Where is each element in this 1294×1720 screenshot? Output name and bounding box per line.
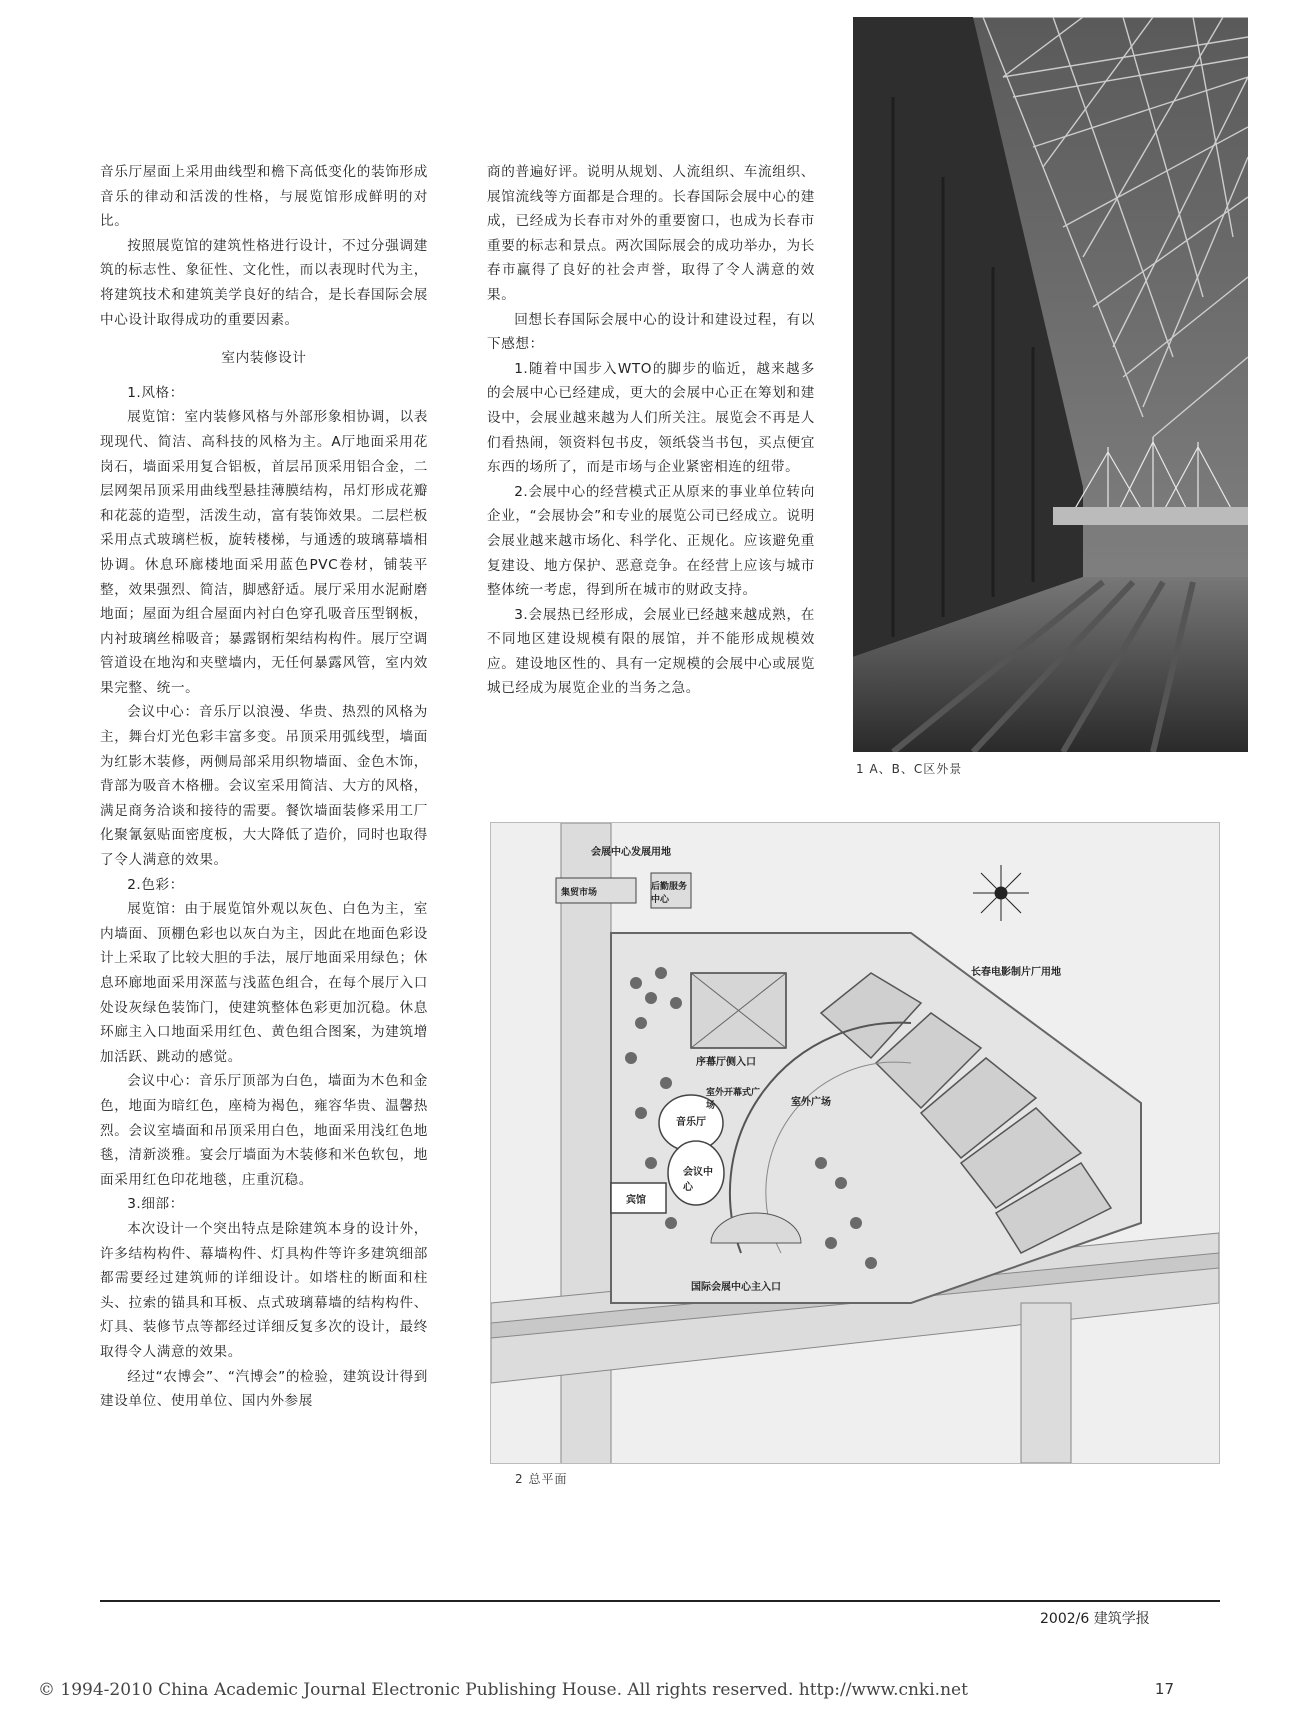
paragraph: 展览馆：由于展览馆外观以灰色、白色为主，室内墙面、顶棚色彩也以灰白为主，因此在地面色彩设计上采取了比较大胆的手法，展厅地面采用绿色；休息环廊地面采用深蓝与浅蓝色组合，在每个展厅入口处设灰绿色装饰门，使建筑整体色彩更加沉稳。休息环廊主入口地面采用红色、黄色组合图案，为建筑增加活跃、跳动的感觉。 — [100, 901, 428, 1065]
site-plan — [490, 822, 1220, 1464]
footer-rule — [100, 1600, 1220, 1602]
figure-2-caption: 2 总平面 — [515, 1472, 568, 1486]
plan-label-conference: 会议中心 — [683, 1167, 713, 1193]
subsection-label: 3.细部： — [127, 1196, 184, 1213]
paragraph: 2.会展中心的经营模式正从原来的事业单位转向企业，“会展协会”和专业的展览公司已经成立。说明会展业越来越市场化、科学化、正规化。应该避免重复建设、地方保护、恶意竞争。在经营上应该与城市整体统一考虑，得到所在城市的财政支持。 — [487, 483, 815, 599]
paragraph: 会议中心：音乐厅以浪漫、华贵、热烈的风格为主，舞台灯光色彩丰富多变。吊顶采用弧线型，墙面为红影木装修，两侧局部采用织物墙面、金色木饰，背部为吸音木格栅。会议室采用简洁、大方的风格，满足商务洽谈和接待的需要。餐饮墙面装修采用工厂化聚氰氨贴面密度板，大大降低了造价，同时也取得了令人满意的效果。 — [100, 704, 428, 869]
subsection-label: 2.色彩： — [127, 876, 184, 893]
plan-label-music-hall: 音乐厅 — [676, 1117, 706, 1128]
article-column-left — [100, 160, 428, 1414]
plan-label-market: 集贸市场 — [561, 888, 598, 898]
plan-label-outdoor-plaza: 室外广场 — [791, 1097, 831, 1108]
exterior-photo — [853, 17, 1248, 752]
site-plan-drawing — [491, 823, 1219, 1463]
plan-label-entrance-hall: 序幕厅侧入口 — [696, 1057, 756, 1068]
paragraph: 按照展览馆的建筑性格进行设计，不过分强调建筑的标志性、象征性、文化性，而以表现时代为主，将建筑技术和建筑美学良好的结合，是长春国际会展中心设计取得成功的重要因素。 — [100, 237, 428, 328]
paragraph: 3.会展热已经形成，会展业已经越来越成熟，在不同地区建设规模有限的展馆，并不能形成规模效应。建设地区性的、具有一定规模的会展中心或展览城已经成为展览企业的当务之急。 — [487, 606, 815, 697]
journal-issue: 2002/6 建筑学报 — [1040, 1611, 1150, 1627]
plan-label-main-entrance: 国际会展中心主入口 — [691, 1282, 781, 1293]
paragraph: 会议中心：音乐厅顶部为白色，墙面为木色和金色，地面为暗红色，座椅为褐色，雍容华贵、温馨热烈。会议室墙面和吊顶采用白色，地面采用浅红色地毯，清新淡雅。宴会厅墙面为木装修和米色软包，地面采用红色印花地毯，庄重沉稳。 — [100, 1073, 428, 1188]
plan-label-film-studio: 长春电影制片厂用地 — [971, 967, 1061, 978]
figure-1-caption: 1 A、B、C区外景 — [856, 762, 963, 776]
article-column-middle — [487, 160, 815, 701]
copyright-line: © 1994-2010 China Academic Journal Electronic Publishing House. All rights reserved. http://www.cnki.net — [38, 1680, 968, 1700]
plan-label-hotel: 宾馆 — [626, 1195, 646, 1206]
paragraph: 本次设计一个突出特点是除建筑本身的设计外，许多结构构件、幕墙构件、灯具构件等许多建筑细部都需要经过建筑师的详细设计。如塔柱的断面和柱头、拉索的锚具和耳板、点式玻璃幕墙的结构构件、灯具、装修节点等都经过详细反复多次的设计，最终取得令人满意的效果。 — [100, 1220, 428, 1360]
page-number: 17 — [1154, 1680, 1174, 1698]
subsection-label: 1.风格： — [127, 384, 184, 401]
section-heading: 室内装修设计 — [221, 350, 307, 367]
paragraph: 经过“农博会”、“汽博会”的检验，建筑设计得到建设单位、使用单位、国内外参展 — [100, 1368, 428, 1410]
paragraph: 商的普遍好评。说明从规划、人流组织、车流组织、展馆流线等方面都是合理的。长春国际会展中心的建成，已经成为长春市对外的重要窗口，也成为长春市重要的标志和景点。两次国际展会的成功举办，为长春市赢得了良好的社会声誉，取得了令人满意的效果。 — [487, 164, 815, 303]
plan-label-open-plaza: 室外开幕式广场 — [706, 1088, 761, 1111]
paragraph: 1.随着中国步入WTO的脚步的临近，越来越多的会展中心已经建成，更大的会展中心正在筹划和建设中，会展业越来越为人们所关注。展览会不再是人们看热闹，领资料包书皮，领纸袋当书包，买点便宜东西的场所了，而是市场与企业紧密相连的纽带。 — [487, 360, 815, 476]
plan-label-dev-land: 会展中心发展用地 — [591, 847, 671, 858]
paragraph: 回想长春国际会展中心的设计和建设过程，有以下感想： — [487, 311, 815, 353]
plan-label-service: 后勤服务中心 — [651, 882, 688, 905]
paragraph: 展览馆：室内装修风格与外部形象相协调，以表现现代、简洁、高科技的风格为主。A厅地面采用花岗石，墙面采用复合铝板，首层吊顶采用铝合金，二层网架吊顶采用曲线型悬挂薄膜结构，吊灯形成花瓣和花蕊的造型，活泼生动，富有装饰效果。二层栏板采用点式玻璃栏板，旋转楼梯，与通透的玻璃幕墙相协调。休息环廊楼地面采用蓝色PVC卷材，铺装平整，效果强烈、简洁，脚感舒适。展厅采用水泥耐磨地面；屋面为组合屋面内衬白色穿孔吸音压型钢板，内衬玻璃丝棉吸音；暴露钢桁架结构构件。展厅空调管道设在地沟和夹壁墙内，无任何暴露风管，室内效果完整、统一。 — [100, 409, 428, 696]
exterior-photo-drawing — [853, 17, 1248, 752]
paragraph: 音乐厅屋面上采用曲线型和檐下高低变化的装饰形成音乐的律动和活泼的性格，与展览馆形成鲜明的对比。 — [100, 164, 428, 230]
